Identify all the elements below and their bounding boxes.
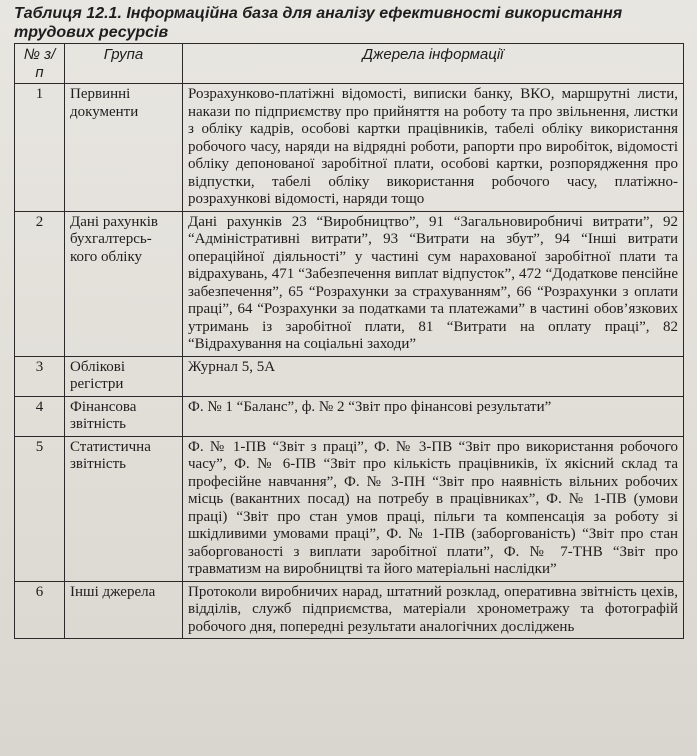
table-row	[15, 581, 684, 639]
row-number: 6	[15, 581, 65, 639]
table-row	[15, 356, 684, 396]
table-row	[15, 84, 684, 212]
header-sources: Джерела інформації	[183, 44, 684, 84]
row-sources: Розрахунково-платіжні відомості, виписки банку, ВКО, маршрутні листи, накази по підприємству про прийняття на роботу та про звільнення, листки з обліку кадрів, особові картки працівників, табелі обліку використання робочого часу, наряди на відрядні роботи, рапорти про виробіток, відомості обліку депонованої заробітної плати, особові картки, розпорядження про відпустки, табелі обліку використання робочого часу, платіжно-розрахункові відомості, наряди тощо	[183, 84, 684, 212]
row-group: Первинні документи	[65, 84, 183, 212]
row-sources: Протоколи виробничих нарад, штатний розклад, оперативна звітність цехів, відділів, служб підприємства, матеріали хронометражу та фотографій робочого дня, попередні результати аналогічних досліджень	[183, 581, 684, 639]
table-row	[15, 436, 684, 581]
row-group: Статистична звітність	[65, 436, 183, 581]
row-group: Облікові регістри	[65, 356, 183, 396]
row-sources: Журнал 5, 5А	[183, 356, 684, 396]
information-base-table	[14, 43, 684, 639]
row-number: 2	[15, 211, 65, 356]
table-caption: Таблиця 12.1. Інформаційна база для аналізу ефективності використання трудових ресурсів	[14, 5, 623, 41]
table-row	[15, 211, 684, 356]
row-sources: Дані рахунків 23 “Виробництво”, 91 “Загальновиробничі витрати”, 92 “Адміністративні витрати”, 93 “Витрати на збут”, 94 “Інші витрати операційної діяльності” у частині сум нарахованої заробітної плати та відрахувань, 471 “Забезпечення виплат відпусток”, 472 “Додаткове пенсійне забезпечення”, 65 “Розрахунки за страхуванням”, 66 “Розрахунки з оплати праці”, 64 “Розрахунки за податками та платежами” в частині обов’язкових утримань із заробітної плати, 81 “Витрати на оплату праці”, 82 “Відрахування на соціальні заходи”	[183, 211, 684, 356]
row-number: 3	[15, 356, 65, 396]
header-number: № з/п	[15, 44, 65, 84]
row-sources: Ф. № 1 “Баланс”, ф. № 2 “Звіт про фінансові результати”	[183, 396, 684, 436]
row-number: 5	[15, 436, 65, 581]
table-row	[15, 396, 684, 436]
row-group: Фінансова звітність	[65, 396, 183, 436]
row-number: 1	[15, 84, 65, 212]
table-header-row	[15, 44, 684, 84]
row-number: 4	[15, 396, 65, 436]
row-group: Інші джерела	[65, 581, 183, 639]
header-group: Група	[65, 44, 183, 84]
row-sources: Ф. № 1-ПВ “Звіт з праці”, Ф. № 3-ПВ “Звіт про використання робочого часу”, Ф. № 6-ПВ “Звіт про кількість працівників, їх якісний склад та професійне навчання”, Ф. № 3-ПН “Звіт про наявність вільних робочих місць (вакантних посад) на потребу в працівниках”, Ф. № 1-ПВ (умови праці) “Звіт про стан умов праці, пільги та компенсація за роботу зі шкідливими умовами праці”, Ф. № 1-ПВ (заборгованість) “Звіт про стан заборгованості з виплати заробітної плати”, Ф. № 7-ТНВ “Звіт про травматизм на виробництві та його матеріальні наслідки”	[183, 436, 684, 581]
row-group: Дані рахунків бухгалтерсь-кого обліку	[65, 211, 183, 356]
